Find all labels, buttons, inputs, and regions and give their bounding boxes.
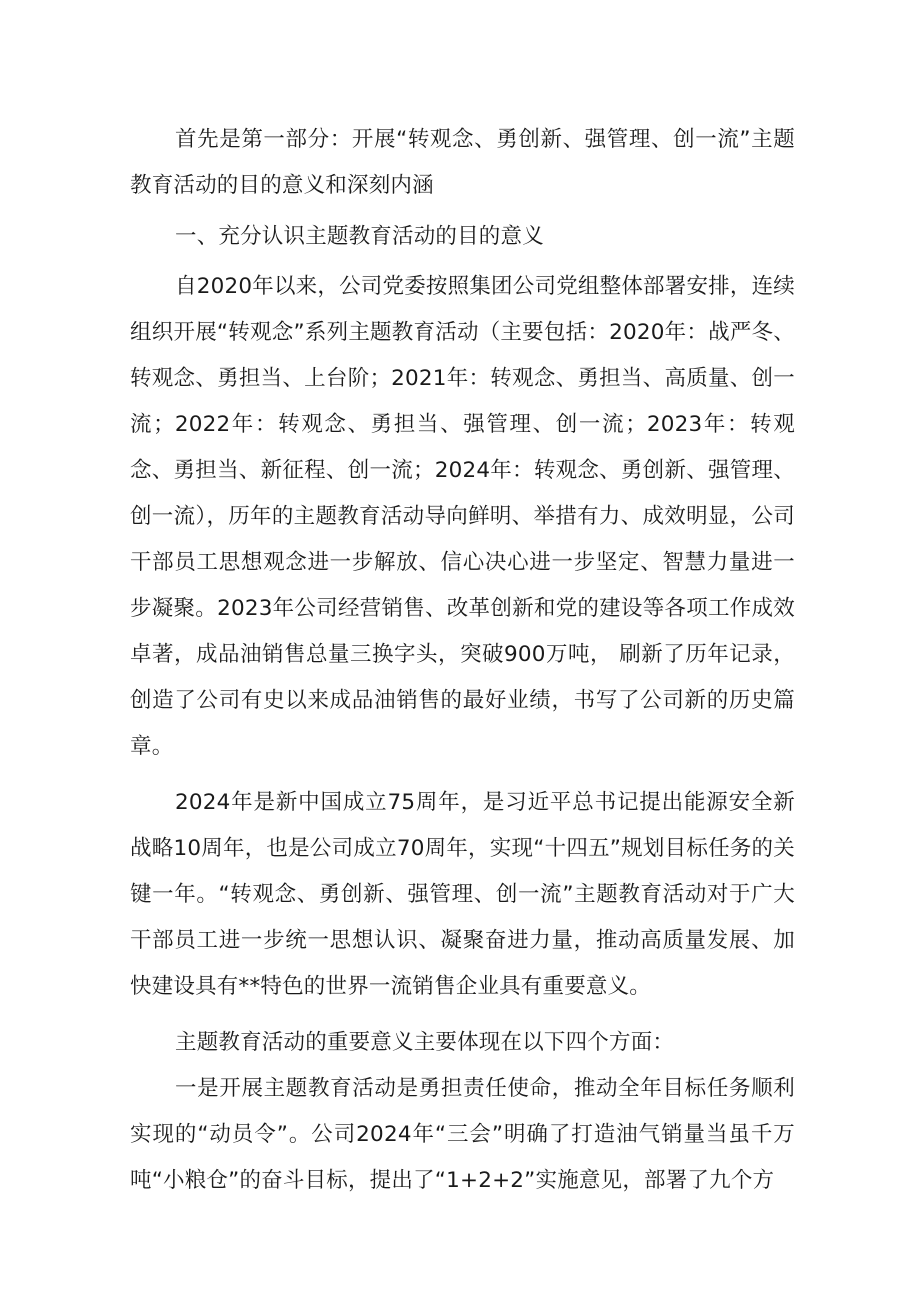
document-body bbox=[130, 117, 795, 1204]
background-paragraph: 自2020年以来，公司党委按照集团公司党组整体部署安排，连续组织开展“转观念”系列主题教育活动（主要包括：2020年：战严冬、转观念、勇担当、上台阶；2021年：转观念、勇担当、高质量、创一流；2022年：转观念、勇担当、强管理、创一流；2023年：转观念、勇担当、新征程、创一流；2024年：转观念、勇创新、强管理、创一流），历年的主题教育活动导向鲜明、举措有力、成效明显，公司干部员工思想观念进一步解放、信心决心进一步坚定、智慧力量进一步凝聚。2023年公司经营销售、改革创新和党的建设等各项工作成效卓著，成品油销售总量三换字头，突破900万吨， 刷新了历年记录，创造了公司有史以来成品油销售的最好业绩，书写了公司新的历史篇章。 bbox=[130, 274, 795, 759]
part-one-title: 首先是第一部分：开展“转观念、勇创新、强管理、创一流”主题教育活动的目的意义和深刻内涵 bbox=[130, 127, 795, 198]
four-aspects-intro: 主题教育活动的重要意义主要体现在以下四个方面： bbox=[175, 1030, 675, 1055]
significance-paragraph: 2024年是新中国成立75周年，是习近平总书记提出能源安全新战略10周年，也是公司成立70周年，实现“十四五”规划目标任务的关键一年。“转观念、勇创新、强管理、创一流”主题教育活动对于广大干部员工进一步统一思想认识、凝聚奋进力量，推动高质量发展、加快建设具有**特色的世界一流销售企业具有重要意义。 bbox=[130, 790, 795, 999]
aspect-one-paragraph: 一是开展主题教育活动是勇担责任使命，推动全年目标任务顺利实现的“动员令”。公司2024年“三会”明确了打造油气销量当虽千万吨“小粮仓”的奋斗目标，提出了“1+2+2”实施意见，部署了九个方 bbox=[130, 1076, 795, 1193]
section-one-heading: 一、充分认识主题教育活动的目的意义 bbox=[175, 224, 544, 249]
